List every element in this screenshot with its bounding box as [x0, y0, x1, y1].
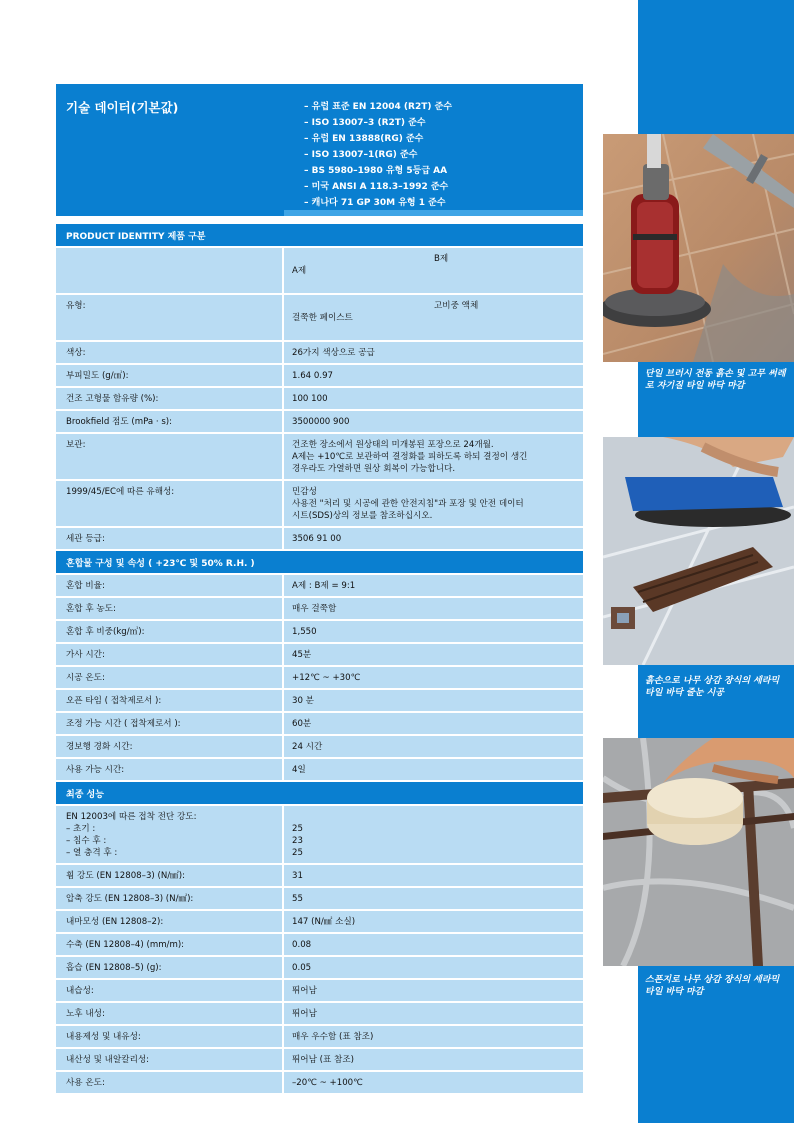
- row-value: 뛰어남 (표 참조): [284, 1049, 583, 1070]
- row-value: 30 분: [284, 690, 583, 711]
- table-row: [56, 690, 583, 711]
- row-label: 유형:: [56, 295, 282, 340]
- row-label: 부피밀도 (g/㎤):: [56, 365, 282, 386]
- row-value: 뛰어남: [284, 980, 583, 1001]
- photo-sponge-finishing: [603, 738, 794, 966]
- row-value: 뛰어남: [284, 1003, 583, 1024]
- section-mixing-properties: 혼합물 구성 및 속성 ( +23℃ 및 50% R.H. ): [56, 551, 583, 573]
- table-row: [56, 621, 583, 642]
- row-value: 0.05: [284, 957, 583, 978]
- table-row: [56, 342, 583, 363]
- table-row: [56, 911, 583, 932]
- standard-item: – 유럽 EN 13888(RG) 준수: [304, 134, 424, 144]
- row-value: 매우 우수함 (표 참조): [284, 1026, 583, 1047]
- table-row: [56, 1049, 583, 1070]
- row-label: 가사 시간:: [56, 644, 282, 665]
- row-label: 조정 가능 시간 ( 접착제로서 ):: [56, 713, 282, 734]
- photo-trowel-grouting: [603, 437, 794, 665]
- section-product-identity: PRODUCT IDENTITY 제품 구분: [56, 224, 583, 246]
- caption-3: 스폰지로 나무 상감 장식의 세라믹 타일 바닥 마감: [645, 975, 780, 997]
- section-final-performance: 최종 성능: [56, 782, 583, 804]
- caption-1: 단일 브러시 전동 흙손 및 고무 써레로 자기질 타일 바닥 마감: [645, 369, 786, 391]
- table-row: [56, 888, 583, 909]
- table-row: [56, 598, 583, 619]
- row-label: 색상:: [56, 342, 282, 363]
- standards-list: [304, 99, 452, 211]
- table-row: [56, 736, 583, 757]
- row-label: [56, 248, 282, 293]
- row-label: 내용제성 및 내유성:: [56, 1026, 282, 1047]
- row-label: 건조 고형물 함유량 (%):: [56, 388, 282, 409]
- table-row: [56, 957, 583, 978]
- table-row: [56, 644, 583, 665]
- table-row: [56, 806, 583, 863]
- row-value: 100 100: [284, 388, 583, 409]
- row-value: 0.08: [284, 934, 583, 955]
- standard-item: – BS 5980–1980 유형 5등급 AA: [304, 166, 448, 176]
- row-value: 1,550: [284, 621, 583, 642]
- row-value: +12℃ ~ +30℃: [284, 667, 583, 688]
- table-row: [56, 1026, 583, 1047]
- row-value: A제 : B제 = 9:1: [284, 575, 583, 596]
- row-label: 사용 온도:: [56, 1072, 282, 1093]
- row-label: 휨 강도 (EN 12808–3) (N/㎟):: [56, 865, 282, 886]
- column-a-header: A제: [292, 266, 307, 276]
- row-value: 3506 91 00: [284, 528, 583, 549]
- row-value: [284, 248, 583, 293]
- row-label: 보관:: [56, 434, 282, 479]
- row-value: –20℃ ~ +100℃: [284, 1072, 583, 1093]
- table-row: [56, 934, 583, 955]
- row-label: 경보행 경화 시간:: [56, 736, 282, 757]
- row-value: 민감성 사용전 "처리 및 시공에 관한 안전지침"과 포장 및 안전 데이터 시트(SDS)상의 정보를 참조하십시오.: [284, 481, 583, 526]
- table-row: [56, 865, 583, 886]
- row-label: 혼합 후 농도:: [56, 598, 282, 619]
- technical-data-sheet: [56, 84, 583, 1093]
- row-label: EN 12003에 따른 접착 전단 강도: – 초기 : – 침수 후 : – 열 충격 후 :: [56, 806, 282, 863]
- row-value: [284, 295, 583, 340]
- table-row: [56, 411, 583, 432]
- table-row: [56, 667, 583, 688]
- table-row: [56, 575, 583, 596]
- row-label: 혼합 비율:: [56, 575, 282, 596]
- row-value: 3500000 900: [284, 411, 583, 432]
- row-value: 147 (N/㎟ 소실): [284, 911, 583, 932]
- table-row: [56, 713, 583, 734]
- type-a-value: 걸쭉한 페이스트: [292, 313, 353, 323]
- row-value: 55: [284, 888, 583, 909]
- row-label: 오픈 타임 ( 접착제로서 ):: [56, 690, 282, 711]
- standard-item: – ISO 13007–3 (R2T) 준수: [304, 118, 426, 128]
- caption-2: 흙손으로 나무 상감 장식의 세라믹 타일 바닥 줄눈 시공: [645, 676, 780, 698]
- row-label: 흡습 (EN 12808–5) (g):: [56, 957, 282, 978]
- table-row: [56, 295, 583, 340]
- row-label: 사용 가능 시간:: [56, 759, 282, 780]
- standard-item: – 미국 ANSI A 118.3–1992 준수: [304, 182, 449, 192]
- row-label: 노후 내성:: [56, 1003, 282, 1024]
- table-row: [56, 980, 583, 1001]
- technical-data-title: 기술 데이터(기본값): [66, 100, 179, 115]
- row-value: 25 23 25: [284, 806, 583, 863]
- table-row: [56, 248, 583, 293]
- row-label: 시공 온도:: [56, 667, 282, 688]
- standard-item: – 유럽 표준 EN 12004 (R2T) 준수: [304, 102, 453, 112]
- table-row: [56, 434, 583, 479]
- row-label: 수축 (EN 12808–4) (mm/m):: [56, 934, 282, 955]
- row-label: 압축 강도 (EN 12808–3) (N/㎟):: [56, 888, 282, 909]
- row-value: 매우 걸쭉함: [284, 598, 583, 619]
- technical-data-header: [56, 84, 583, 216]
- row-value: 건조한 장소에서 원상태의 미개봉된 포장으로 24개월. A제는 +10℃로 보관하여 결정화를 피하도록 하되 결정이 생긴 경우라도 가열하면 원상 회복이 가능합니다.: [284, 434, 583, 479]
- row-value: 31: [284, 865, 583, 886]
- row-label: 내산성 및 내알칼리성:: [56, 1049, 282, 1070]
- row-label: 1999/45/EC에 따른 유해성:: [56, 481, 282, 526]
- standard-item: – ISO 13007–1(RG) 준수: [304, 150, 418, 160]
- row-value: 45분: [284, 644, 583, 665]
- row-label: 내습성:: [56, 980, 282, 1001]
- row-label: 내마모성 (EN 12808–2):: [56, 911, 282, 932]
- standard-item: – 캐나다 71 GP 30M 유형 1 준수: [304, 198, 446, 208]
- header-strip: [284, 210, 583, 216]
- table-row: [56, 365, 583, 386]
- row-label: Brookfield 점도 (mPa · s):: [56, 411, 282, 432]
- table-row: [56, 528, 583, 549]
- photo-floor-polishing-machine: [603, 134, 794, 362]
- row-value: 24 시간: [284, 736, 583, 757]
- table-row: [56, 1003, 583, 1024]
- table-row: [56, 1072, 583, 1093]
- column-b-header: B제: [434, 254, 449, 264]
- row-value: 4일: [284, 759, 583, 780]
- row-value: 1.64 0.97: [284, 365, 583, 386]
- row-label: 혼합 후 비중(kg/㎥):: [56, 621, 282, 642]
- table-row: [56, 759, 583, 780]
- table-row: [56, 481, 583, 526]
- table-row: [56, 388, 583, 409]
- row-value: 60분: [284, 713, 583, 734]
- type-b-value: 고비중 액체: [434, 301, 479, 311]
- row-value: 26가지 색상으로 공급: [284, 342, 583, 363]
- row-label: 세관 등급:: [56, 528, 282, 549]
